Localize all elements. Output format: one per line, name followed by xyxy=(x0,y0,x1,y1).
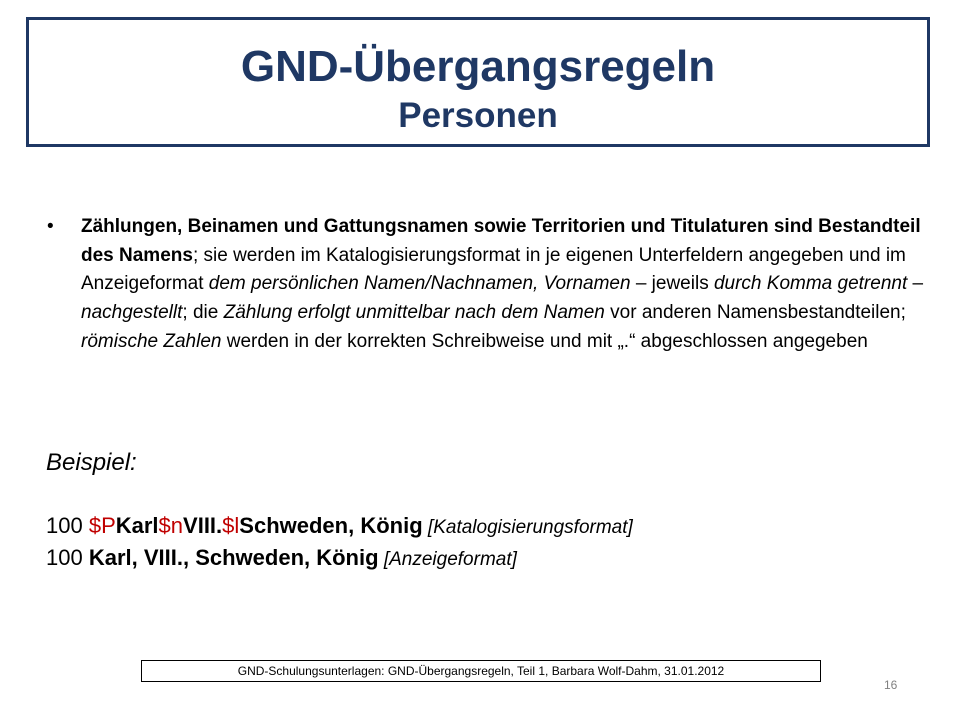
example-line-display xyxy=(46,545,517,571)
subfield-code: $l xyxy=(222,513,240,538)
title-box xyxy=(26,17,930,147)
example-line-catalog xyxy=(46,513,633,539)
page-number: 16 xyxy=(884,678,898,692)
example-heading: Beispiel: xyxy=(46,449,137,476)
field-number: 100 xyxy=(46,545,89,570)
bullet-text-part: – jeweils xyxy=(630,273,714,295)
bullet-text xyxy=(81,213,951,357)
slide-title: GND-Übergangsregeln xyxy=(240,42,716,91)
bullet-italic-text: römische Zahlen xyxy=(81,330,222,352)
bullet-dot: • xyxy=(47,216,54,237)
example-territory-title: Schweden, König xyxy=(239,513,423,538)
bullet-bold-text: Zählungen, Beinamen und Gattungsnamen sowie Territorien und Titulaturen sind Bestandteil des Namens xyxy=(81,216,921,266)
subfield-code: $n xyxy=(158,513,184,538)
field-number: 100 xyxy=(46,513,89,538)
example-display-text: Karl, VIII., Schweden, König xyxy=(88,545,379,570)
bullet-italic-text: durch Komma getrennt xyxy=(713,273,908,295)
example-numeration: VIII. xyxy=(183,513,223,538)
bullet-text-part: – xyxy=(907,273,924,295)
bullet-italic-text: Zählung erfolgt unmittelbar nach dem Namen xyxy=(223,302,605,324)
bullet-text-part: vor anderen Namensbestandteilen; xyxy=(604,302,906,324)
bullet-italic-text: nachgestellt xyxy=(81,302,183,324)
format-label: [Katalogisierungsformat] xyxy=(422,517,633,538)
bullet-text-part: ; die xyxy=(182,302,224,324)
bullet-text-part: ; sie werden im Katalogisierungsformat in je eigenen Unterfeldern angegeben und im Anzeigeformat xyxy=(81,244,906,295)
bullet-italic-text: dem persönlichen Namen/Nachnamen, Vornamen xyxy=(208,273,631,295)
format-label: [Anzeigeformat] xyxy=(378,549,517,570)
bullet-text-part: werden in der korrekten Schreibweise und mit „.“ abgeschlossen angegeben xyxy=(221,330,868,352)
example-name: Karl xyxy=(115,513,159,538)
slide-subtitle: Personen xyxy=(398,96,558,135)
footer-citation: GND-Schulungsunterlagen: GND-Übergangsregeln, Teil 1, Barbara Wolf-Dahm, 31.01.2012 xyxy=(141,660,821,682)
subfield-code: $P xyxy=(88,513,116,538)
